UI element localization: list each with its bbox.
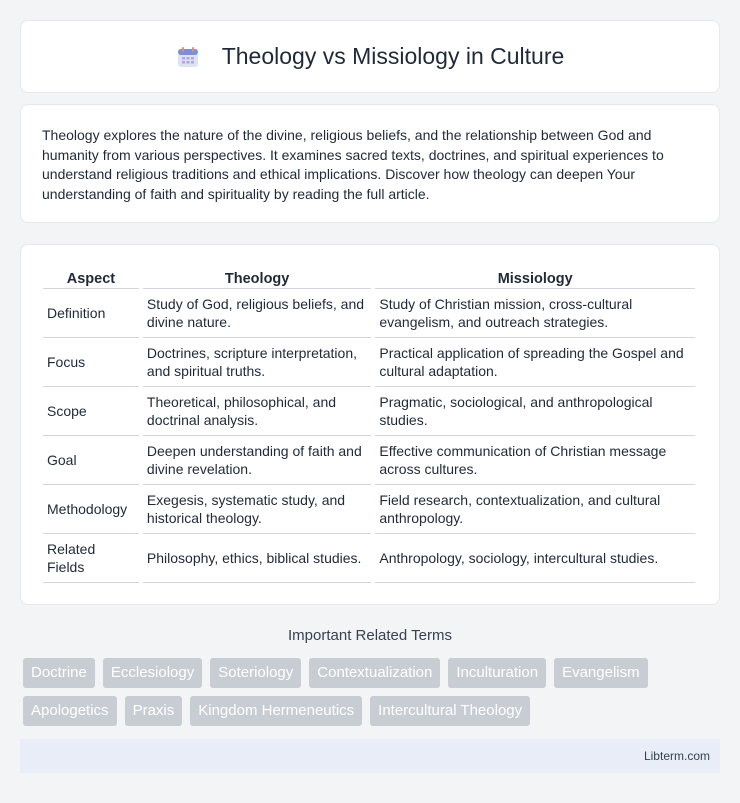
intro-card xyxy=(20,104,720,223)
cell-theology: Study of God, religious beliefs, and divine nature. xyxy=(143,289,371,338)
cell-theology: Deepen understanding of faith and divine revelation. xyxy=(143,436,371,485)
header-theology: Theology xyxy=(143,267,371,289)
cell-aspect: Focus xyxy=(43,338,139,387)
table-row xyxy=(43,387,695,436)
table-row xyxy=(43,289,695,338)
tag-row xyxy=(23,658,723,688)
tag-contextualization[interactable]: Contextualization xyxy=(309,658,440,688)
footer-link[interactable]: Libterm.com xyxy=(643,749,710,763)
title-wrap xyxy=(176,43,565,70)
tag-row xyxy=(23,696,723,726)
cell-theology: Theoretical, philosophical, and doctrinal analysis. xyxy=(143,387,371,436)
cell-missiology: Study of Christian mission, cross-cultural evangelism, and outreach strategies. xyxy=(375,289,695,338)
table-row xyxy=(43,436,695,485)
calendar-icon xyxy=(176,45,200,69)
cell-theology: Doctrines, scripture interpretation, and spiritual truths. xyxy=(143,338,371,387)
cell-aspect: Related Fields xyxy=(43,534,139,583)
intro-text: Theology explores the nature of the divine, religious beliefs, and the relationship between God and humanity from various perspectives. It examines sacred texts, doctrines, and spiritual experiences to understand religious traditions and ethical implications. Discover how theology can deepen Your understanding of faith and spirituality by reading the full article. xyxy=(42,127,664,202)
footer xyxy=(20,739,720,773)
cell-theology: Philosophy, ethics, biblical studies. xyxy=(143,534,371,583)
table-row xyxy=(43,338,695,387)
cell-aspect: Methodology xyxy=(43,485,139,534)
cell-theology: Exegesis, systematic study, and historical theology. xyxy=(143,485,371,534)
tag-kingdom-hermeneutics[interactable]: Kingdom Hermeneutics xyxy=(190,696,362,726)
tag-soteriology[interactable]: Soteriology xyxy=(210,658,301,688)
cell-missiology: Pragmatic, sociological, and anthropological studies. xyxy=(375,387,695,436)
tag-ecclesiology[interactable]: Ecclesiology xyxy=(103,658,202,688)
cell-aspect: Goal xyxy=(43,436,139,485)
title-card xyxy=(20,20,720,93)
header-aspect: Aspect xyxy=(43,267,139,289)
table-header-row xyxy=(43,267,695,289)
cell-missiology: Practical application of spreading the Gospel and cultural adaptation. xyxy=(375,338,695,387)
tag-doctrine[interactable]: Doctrine xyxy=(23,658,95,688)
tag-apologetics[interactable]: Apologetics xyxy=(23,696,117,726)
cell-missiology: Field research, contextualization, and cultural anthropology. xyxy=(375,485,695,534)
comparison-table xyxy=(39,267,699,583)
page-title: Theology vs Missiology in Culture xyxy=(221,43,565,69)
comparison-card xyxy=(20,244,720,605)
header-missiology: Missiology xyxy=(375,267,695,289)
cell-aspect: Scope xyxy=(43,387,139,436)
cell-missiology: Anthropology, sociology, intercultural studies. xyxy=(375,534,695,583)
tag-intercultural-theology[interactable]: Intercultural Theology xyxy=(370,696,530,726)
tag-evangelism[interactable]: Evangelism xyxy=(554,658,648,688)
related-terms xyxy=(23,658,723,734)
table-row xyxy=(43,534,695,583)
related-terms-heading: Important Related Terms xyxy=(288,627,452,644)
table-row xyxy=(43,485,695,534)
cell-aspect: Definition xyxy=(43,289,139,338)
tag-inculturation[interactable]: Inculturation xyxy=(448,658,546,688)
cell-missiology: Effective communication of Christian message across cultures. xyxy=(375,436,695,485)
tag-praxis[interactable]: Praxis xyxy=(125,696,183,726)
